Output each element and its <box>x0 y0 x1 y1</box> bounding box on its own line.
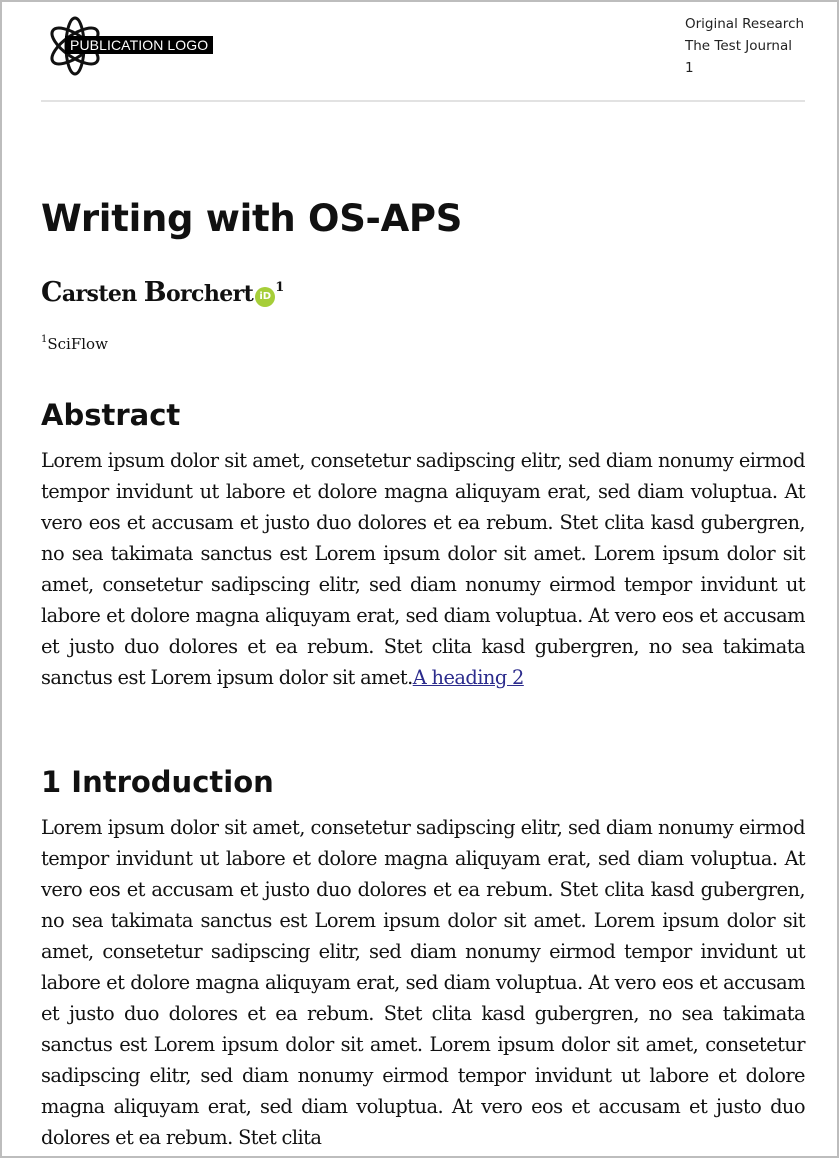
author-name <box>41 277 254 308</box>
abstract-text: Lorem ipsum dolor sit amet, consetetur sadipscing elitr, sed diam nonumy eirmod tempor invidunt ut labore et dolore magna aliquyam erat, sed diam voluptua. At vero eos et accusam et justo duo dolores et ea rebum. Stet clita kasd gubergren, no sea takimata sanctus est Lorem ipsum dolor sit amet. Lorem ipsum dolor sit amet, consetetur sadipscing elitr, sed diam nonumy eirmod tempor invidunt ut labore et dolore magna aliquyam erat, sed diam voluptua. At vero eos et accusam et justo duo dolores et ea rebum. Stet clita kasd gubergren, no sea takimata sanctus est Lorem ipsum dolor sit amet. <box>41 449 805 689</box>
affiliation-name: SciFlow <box>47 335 108 353</box>
page-number: 1 <box>685 60 694 76</box>
journal-name: The Test Journal <box>685 38 792 54</box>
affiliation <box>41 328 108 356</box>
article-meta <box>685 13 804 79</box>
author-last-rest: orchert <box>165 281 254 307</box>
author-line <box>41 272 284 310</box>
author-last-initial: B <box>143 277 166 308</box>
author-first-rest: arsten <box>61 281 144 307</box>
article-title: Writing with OS-APS <box>41 197 463 240</box>
introduction-heading: 1 Introduction <box>41 765 274 799</box>
article-type: Original Research <box>685 16 805 32</box>
author-first-initial: C <box>41 277 62 308</box>
introduction-paragraph: Lorem ipsum dolor sit amet, consetetur sadipscing elitr, sed diam nonumy eirmod tempor invidunt ut labore et dolore magna aliquyam erat, sed diam voluptua. At vero eos et accusam et justo duo dolores et ea rebum. Stet clita kasd gubergren, no sea takimata sanctus est Lorem ipsum dolor sit amet. Lorem ipsum dolor sit amet, consetetur sadipscing elitr, sed diam nonumy eirmod tempor invidunt ut labore et dolore magna aliquyam erat, sed diam voluptua. At vero eos et accusam et justo duo dolores et ea rebum. Stet clita kasd gubergren, no sea takimata sanctus est Lorem ipsum dolor sit amet. Lorem ipsum dolor sit amet, consetetur sadipscing elitr, sed diam nonumy eirmod tempor invidunt ut labore et dolore magna aliquyam erat, sed diam voluptua. At vero eos et accusam et justo duo dolores et ea rebum. Stet clita <box>41 816 805 1149</box>
orcid-icon[interactable]: iD <box>255 287 275 307</box>
page-header <box>41 2 805 102</box>
abstract-paragraph <box>41 445 805 693</box>
affiliation-marker: 1 <box>41 334 48 345</box>
header-divider <box>41 100 805 102</box>
document-page <box>41 2 805 1149</box>
logo-text: PUBLICATION LOGO <box>65 36 213 54</box>
heading-2-link[interactable]: A heading 2 <box>412 666 524 689</box>
publication-logo <box>45 12 215 80</box>
abstract-heading: Abstract <box>41 398 181 432</box>
author-affiliation-marker: 1 <box>275 280 285 295</box>
